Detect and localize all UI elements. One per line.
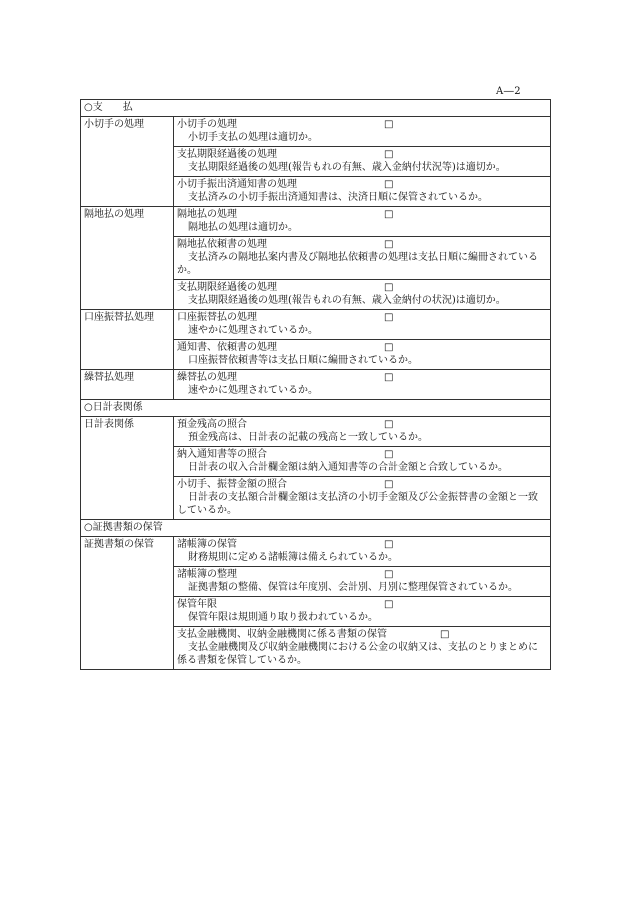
check-item-cell bbox=[174, 627, 551, 670]
check-item-title: 隔地払の処理 bbox=[177, 209, 237, 220]
checklist-row bbox=[81, 207, 551, 237]
checklist-row bbox=[81, 370, 551, 400]
check-item-title-line bbox=[177, 598, 547, 611]
check-item-title: 諸帳簿の整理 bbox=[177, 569, 237, 580]
check-item-title: 保管年限 bbox=[177, 599, 217, 610]
check-item-detail: 支払済みの隔地払案内書及び隔地払依頼書の処理は支払日順に編冊されているか。 bbox=[177, 252, 538, 276]
check-item-cell bbox=[174, 207, 551, 237]
checkbox-icon[interactable]: □ bbox=[384, 342, 394, 353]
page-number: A―2 bbox=[496, 86, 522, 97]
check-item-title-line bbox=[177, 448, 547, 461]
check-item-title: 繰替払の処理 bbox=[177, 372, 237, 383]
section-header-row bbox=[81, 100, 551, 117]
check-item-title-line bbox=[177, 178, 547, 191]
check-item-cell bbox=[174, 597, 551, 627]
category-cell: 隔地払の処理 bbox=[81, 207, 174, 310]
check-item-title-line bbox=[177, 568, 547, 581]
check-item-detail: 預金残高は、日計表の記載の残高と一致しているか。 bbox=[188, 432, 428, 443]
check-item-title: 口座振替払の処理 bbox=[177, 312, 257, 323]
check-item-detail: 日計表の収入合計欄金額は納入通知書等の合計金額と合致しているか。 bbox=[188, 462, 508, 473]
checkbox-icon[interactable]: □ bbox=[384, 449, 394, 460]
check-item-title-line bbox=[177, 118, 547, 131]
check-item-title: 隔地払依頼書の処理 bbox=[177, 239, 267, 250]
check-item-title-line bbox=[177, 281, 547, 294]
check-item-cell bbox=[174, 177, 551, 207]
category-cell: 証拠書類の保管 bbox=[81, 537, 174, 670]
checkbox-icon[interactable]: □ bbox=[384, 209, 394, 220]
check-item-cell bbox=[174, 537, 551, 567]
section-heading: ○日計表関係 bbox=[81, 400, 551, 417]
check-item-title: 納入通知書等の照合 bbox=[177, 449, 267, 460]
check-item-title: 諸帳簿の保管 bbox=[177, 539, 237, 550]
checkbox-icon[interactable]: □ bbox=[384, 239, 394, 250]
check-item-cell bbox=[174, 370, 551, 400]
check-item-title: 小切手の処理 bbox=[177, 119, 237, 130]
check-item-title-line bbox=[177, 208, 547, 221]
checklist-row bbox=[81, 117, 551, 147]
check-item-cell bbox=[174, 417, 551, 447]
check-item-detail: 支払期限経過後の処理(報告もれの有無、歳入金納付の状況)は適切か。 bbox=[188, 295, 506, 306]
check-item-title: 通知書、依頼書の処理 bbox=[177, 342, 277, 353]
section-heading: ○証拠書類の保管 bbox=[81, 520, 551, 537]
check-item-detail: 支払金融機関及び収納金融機関における公金の収納又は、支払のとりまとめに係る書類を保管しているか。 bbox=[177, 642, 538, 666]
check-item-cell bbox=[174, 310, 551, 340]
check-item-cell bbox=[174, 280, 551, 310]
check-item-cell bbox=[174, 567, 551, 597]
section-header-row bbox=[81, 400, 551, 417]
audit-checklist-table bbox=[80, 99, 551, 670]
check-item-cell bbox=[174, 340, 551, 370]
check-item-detail: 支払済みの小切手振出済通知書は、決済日順に保管されているか。 bbox=[188, 192, 488, 203]
check-item-cell bbox=[174, 477, 551, 520]
category-cell: 繰替払処理 bbox=[81, 370, 174, 400]
checkbox-icon[interactable]: □ bbox=[384, 372, 394, 383]
check-item-detail: 証拠書類の整備、保管は年度別、会計別、月別に整理保管されているか。 bbox=[188, 582, 518, 593]
check-item-title-line bbox=[177, 311, 547, 324]
section-heading: ○支 払 bbox=[81, 100, 551, 117]
check-item-cell bbox=[174, 447, 551, 477]
checklist-row bbox=[81, 310, 551, 340]
check-item-title: 支払金融機関、収納金融機関に係る書類の保管 bbox=[177, 629, 387, 640]
check-item-detail: 速やかに処理されているか。 bbox=[188, 385, 318, 396]
section-header-row bbox=[81, 520, 551, 537]
check-item-title-line bbox=[177, 341, 547, 354]
check-item-title-line bbox=[177, 148, 547, 161]
check-item-title: 預金残高の照合 bbox=[177, 419, 247, 430]
category-cell: 小切手の処理 bbox=[81, 117, 174, 207]
checkbox-icon[interactable]: □ bbox=[384, 539, 394, 550]
checklist-row bbox=[81, 537, 551, 567]
check-item-detail: 隔地払の処理は適切か。 bbox=[188, 222, 298, 233]
check-item-title-line bbox=[177, 371, 547, 384]
checklist-row bbox=[81, 417, 551, 447]
check-item-title-line bbox=[177, 418, 547, 431]
category-cell: 日計表関係 bbox=[81, 417, 174, 520]
checkbox-icon[interactable]: □ bbox=[384, 312, 394, 323]
checkbox-icon[interactable]: □ bbox=[384, 282, 394, 293]
checkbox-icon[interactable]: □ bbox=[384, 149, 394, 160]
check-item-detail: 日計表の支払額合計欄金額は支払済の小切手金額及び公金振替書の金額と一致しているか。 bbox=[177, 492, 538, 516]
checkbox-icon[interactable]: □ bbox=[384, 419, 394, 430]
check-item-cell bbox=[174, 147, 551, 177]
check-item-title: 小切手、振替金額の照合 bbox=[177, 479, 287, 490]
checklist-body bbox=[81, 100, 551, 670]
checkbox-icon[interactable]: □ bbox=[384, 119, 394, 130]
checkbox-icon[interactable]: □ bbox=[384, 569, 394, 580]
check-item-cell bbox=[174, 237, 551, 280]
check-item-detail: 保管年限は規則通り取り扱われているか。 bbox=[188, 612, 378, 623]
check-item-title: 小切手振出済通知書の処理 bbox=[177, 179, 297, 190]
check-item-detail: 口座振替依頼書等は支払日順に編冊されているか。 bbox=[188, 355, 418, 366]
check-item-detail: 支払期限経過後の処理(報告もれの有無、歳入金納付状況等)は適切か。 bbox=[188, 162, 506, 173]
checkbox-icon[interactable]: □ bbox=[384, 599, 394, 610]
check-item-title: 支払期限経過後の処理 bbox=[177, 282, 277, 293]
check-item-title-line bbox=[177, 238, 547, 251]
check-item-title-line bbox=[177, 628, 547, 641]
check-item-title-line bbox=[177, 538, 547, 551]
check-item-title: 支払期限経過後の処理 bbox=[177, 149, 277, 160]
check-item-cell bbox=[174, 117, 551, 147]
check-item-title-line bbox=[177, 478, 547, 491]
check-item-detail: 小切手支払の処理は適切か。 bbox=[188, 132, 318, 143]
check-item-detail: 財務規則に定める諸帳簿は備えられているか。 bbox=[188, 552, 398, 563]
checkbox-icon[interactable]: □ bbox=[384, 179, 394, 190]
checkbox-icon[interactable]: □ bbox=[440, 629, 450, 640]
check-item-detail: 速やかに処理されているか。 bbox=[188, 325, 318, 336]
checkbox-icon[interactable]: □ bbox=[384, 479, 394, 490]
category-cell: 口座振替払処理 bbox=[81, 310, 174, 370]
